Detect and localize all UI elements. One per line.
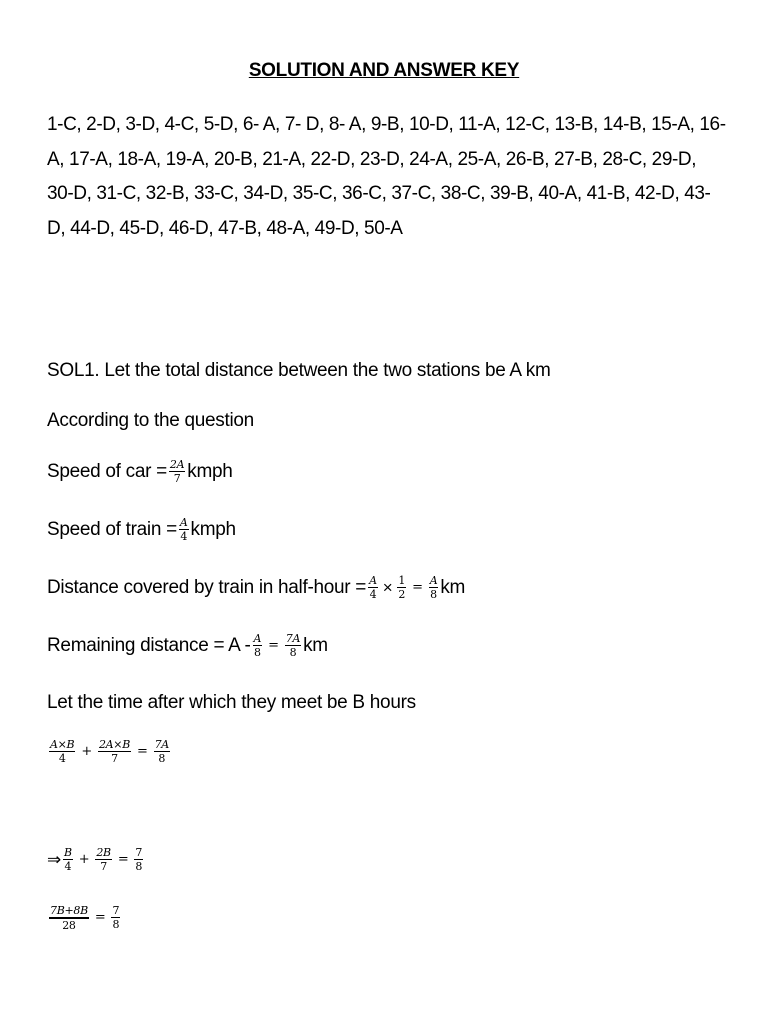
denominator: 8 bbox=[112, 918, 120, 932]
fraction bbox=[429, 574, 439, 601]
fraction bbox=[285, 632, 301, 659]
fraction bbox=[49, 738, 75, 765]
denominator: 8 bbox=[253, 646, 261, 659]
distance-label: Distance covered by train in half-hour = bbox=[47, 576, 367, 598]
fraction bbox=[169, 458, 185, 485]
denominator: 4 bbox=[64, 860, 72, 873]
equation-1 bbox=[47, 738, 172, 765]
numerator: A×B bbox=[50, 738, 75, 751]
sol1-intro: SOL1. Let the total distance between the two stations be A km bbox=[47, 360, 551, 381]
plus-symbol: + bbox=[78, 852, 90, 867]
denominator: 8 bbox=[430, 588, 437, 601]
speed-of-car-line bbox=[47, 458, 233, 485]
fraction bbox=[98, 738, 131, 765]
speed-of-train-line bbox=[47, 516, 236, 543]
sol1-according: According to the question bbox=[47, 410, 254, 431]
unit: km bbox=[303, 634, 328, 656]
speed-of-car-label: Speed of car = bbox=[47, 460, 167, 482]
denominator: 28 bbox=[62, 918, 76, 932]
equals-symbol: = bbox=[117, 852, 129, 867]
numerator: A bbox=[179, 516, 188, 529]
fraction bbox=[95, 846, 111, 873]
numerator: 7 bbox=[135, 846, 143, 859]
numerator: A bbox=[429, 574, 438, 587]
fraction bbox=[397, 574, 406, 601]
denominator: 7 bbox=[111, 752, 118, 765]
numerator: 7B+8B bbox=[50, 904, 88, 917]
denominator: 4 bbox=[58, 752, 66, 765]
numerator: 2A bbox=[169, 458, 185, 471]
fraction bbox=[111, 904, 120, 931]
fraction bbox=[49, 904, 89, 932]
times-symbol: × bbox=[382, 577, 393, 597]
equals-symbol: = bbox=[137, 744, 148, 759]
remaining-distance-line bbox=[47, 632, 328, 659]
fraction bbox=[134, 846, 143, 873]
denominator: 7 bbox=[173, 472, 181, 485]
fraction bbox=[179, 516, 189, 543]
numerator: A bbox=[369, 574, 377, 587]
equals-symbol: = bbox=[412, 580, 423, 595]
unit: kmph bbox=[187, 460, 233, 482]
implies-arrow-icon: ⇒ bbox=[47, 849, 61, 869]
unit: km bbox=[440, 576, 466, 598]
fraction bbox=[368, 574, 378, 601]
denominator: 8 bbox=[135, 860, 143, 873]
remaining-label: Remaining distance = A - bbox=[47, 634, 251, 656]
denominator: 8 bbox=[158, 752, 166, 765]
unit: kmph bbox=[190, 518, 236, 540]
fraction bbox=[154, 738, 170, 765]
denominator: 2 bbox=[398, 588, 406, 601]
plus-symbol: + bbox=[81, 744, 92, 759]
denominator: 4 bbox=[180, 530, 188, 543]
fraction bbox=[253, 632, 263, 659]
page-title: SOLUTION AND ANSWER KEY bbox=[248, 60, 520, 81]
numerator: B bbox=[63, 846, 72, 859]
equals-symbol: = bbox=[268, 638, 279, 653]
numerator: 7 bbox=[112, 904, 120, 918]
denominator: 7 bbox=[100, 860, 107, 873]
distance-half-hour-line bbox=[47, 574, 465, 601]
numerator: 7A bbox=[285, 632, 301, 645]
equals-symbol: = bbox=[94, 910, 106, 926]
equation-2 bbox=[47, 846, 145, 873]
numerator: 1 bbox=[398, 574, 406, 587]
fraction bbox=[63, 846, 73, 873]
numerator: 7A bbox=[154, 738, 169, 751]
answer-key-list: 1-C, 2-D, 3-D, 4-C, 5-D, 6- A, 7- D, 8- A, 9-B, 10-D, 11-A, 12-C, 13-B, 14-B, 15-A, 16-A, 17-A, 18-A, 19-A, 20-B, 21-A, 22-D, 23-D, 24-A, 25-A, 26-B, 27-B, 28-C, 29-D, 30-D, 31-C, 32-B, 33-C, 34-D, 35-C, 36-C, 37-C, 38-C, 39-B, 40-A, 41-B, 42-D, 43-D, 44-D, 45-D, 46-D, 47-B, 48-A, 49-D, 50-A bbox=[47, 114, 726, 239]
sol1-meet: Let the time after which they meet be B hours bbox=[47, 692, 416, 713]
equation-3 bbox=[47, 904, 122, 932]
numerator: 2B bbox=[96, 846, 111, 859]
speed-of-train-label: Speed of train = bbox=[47, 518, 177, 540]
denominator: 8 bbox=[289, 646, 297, 659]
numerator: A bbox=[253, 632, 262, 645]
numerator: 2A×B bbox=[98, 738, 130, 751]
denominator: 4 bbox=[369, 588, 377, 601]
